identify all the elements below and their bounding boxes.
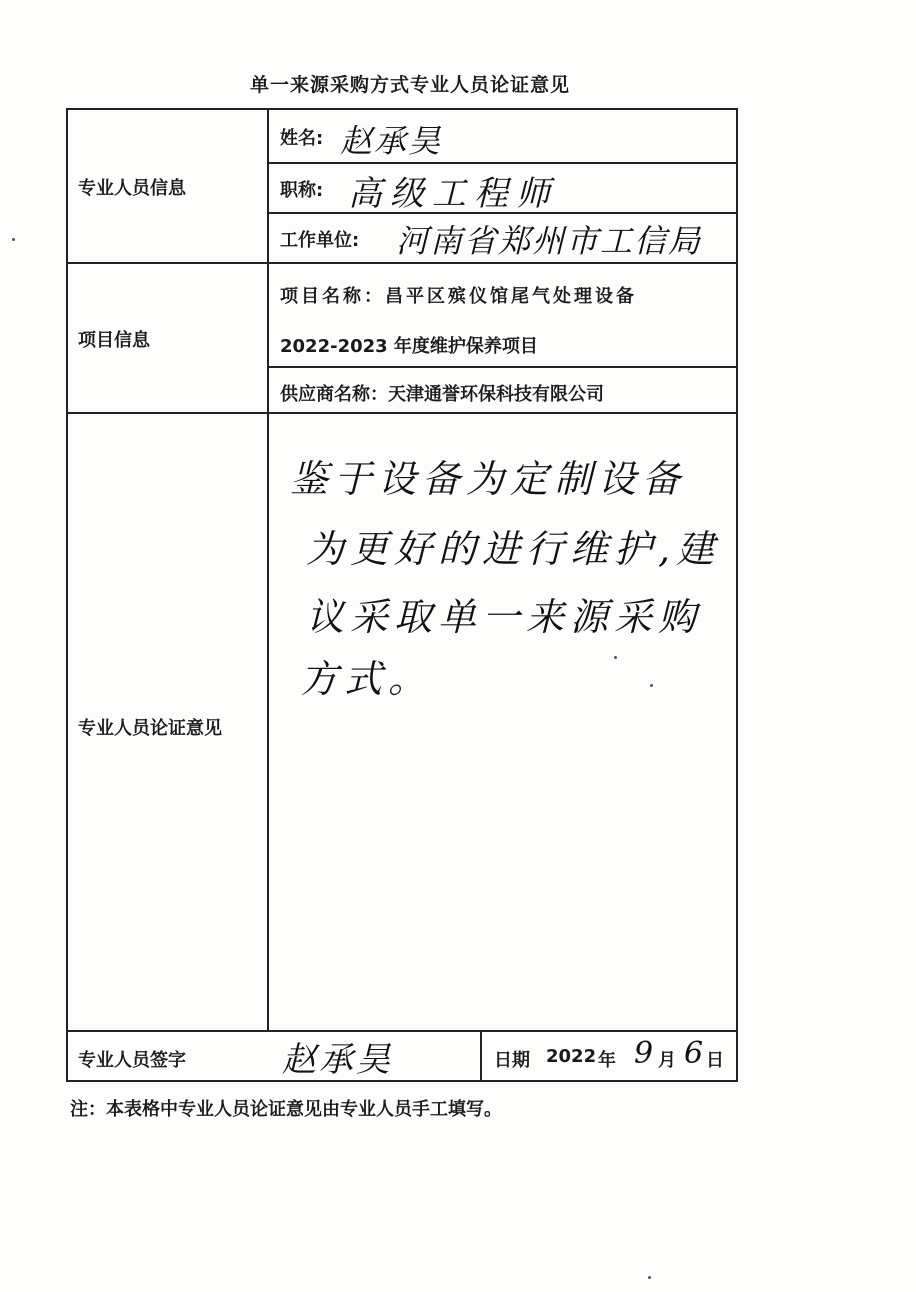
supplier-name: 供应商名称：天津通誉环保科技有限公司 bbox=[280, 384, 604, 405]
date-month-handwritten: 9 bbox=[634, 1036, 654, 1071]
opinion-line-3: 议采取单一来源采购 bbox=[306, 595, 703, 639]
scan-speck bbox=[12, 238, 15, 241]
date-day-unit: 日 bbox=[706, 1050, 724, 1071]
date-day-handwritten: 6 bbox=[684, 1036, 704, 1071]
opinion-line-4: 方式。 bbox=[300, 657, 433, 701]
job-title-label: 职称: bbox=[280, 180, 324, 201]
section-divider bbox=[68, 412, 736, 414]
column-divider bbox=[267, 110, 269, 1032]
section-divider bbox=[68, 262, 736, 264]
row-divider bbox=[268, 366, 736, 368]
expert-info-label: 专业人员信息 bbox=[78, 178, 186, 199]
project-info-label: 项目信息 bbox=[78, 330, 150, 351]
date-year-unit: 年 bbox=[598, 1050, 616, 1071]
opinion-form-table bbox=[66, 108, 738, 1082]
name-label: 姓名: bbox=[280, 128, 324, 149]
signature-handwritten: 赵承昊 bbox=[282, 1040, 393, 1080]
signature-label: 专业人员签字 bbox=[78, 1050, 186, 1071]
scan-speck bbox=[650, 684, 653, 687]
opinion-line-2: 为更好的进行维护,建 bbox=[306, 527, 721, 571]
row-divider bbox=[268, 162, 736, 164]
opinion-line-1: 鉴于设备为定制设备 bbox=[290, 457, 687, 501]
employer-label: 工作单位: bbox=[280, 230, 360, 251]
scan-speck bbox=[614, 656, 617, 659]
opinion-label: 专业人员论证意见 bbox=[78, 718, 222, 739]
name-value-handwritten: 赵承昊 bbox=[340, 122, 443, 160]
page-title: 单一来源采购方式专业人员论证意见 bbox=[249, 74, 570, 96]
date-month-unit: 月 bbox=[658, 1050, 676, 1071]
job-title-value-handwritten: 高级工程师 bbox=[348, 174, 558, 214]
section-divider bbox=[68, 1030, 736, 1032]
date-label: 日期 bbox=[494, 1050, 530, 1071]
project-name-line2: 2022-2023 年度维护保养项目 bbox=[280, 336, 538, 357]
scan-speck bbox=[648, 1276, 651, 1279]
date-year: 2022 bbox=[546, 1046, 597, 1067]
signature-date-divider bbox=[480, 1030, 482, 1080]
employer-value-handwritten: 河南省郑州市工信局 bbox=[396, 222, 703, 260]
footnote: 注：本表格中专业人员论证意见由专业人员手工填写。 bbox=[70, 1099, 502, 1120]
project-name-line1: 项目名称：昌平区殡仪馆尾气处理设备 bbox=[280, 286, 637, 307]
